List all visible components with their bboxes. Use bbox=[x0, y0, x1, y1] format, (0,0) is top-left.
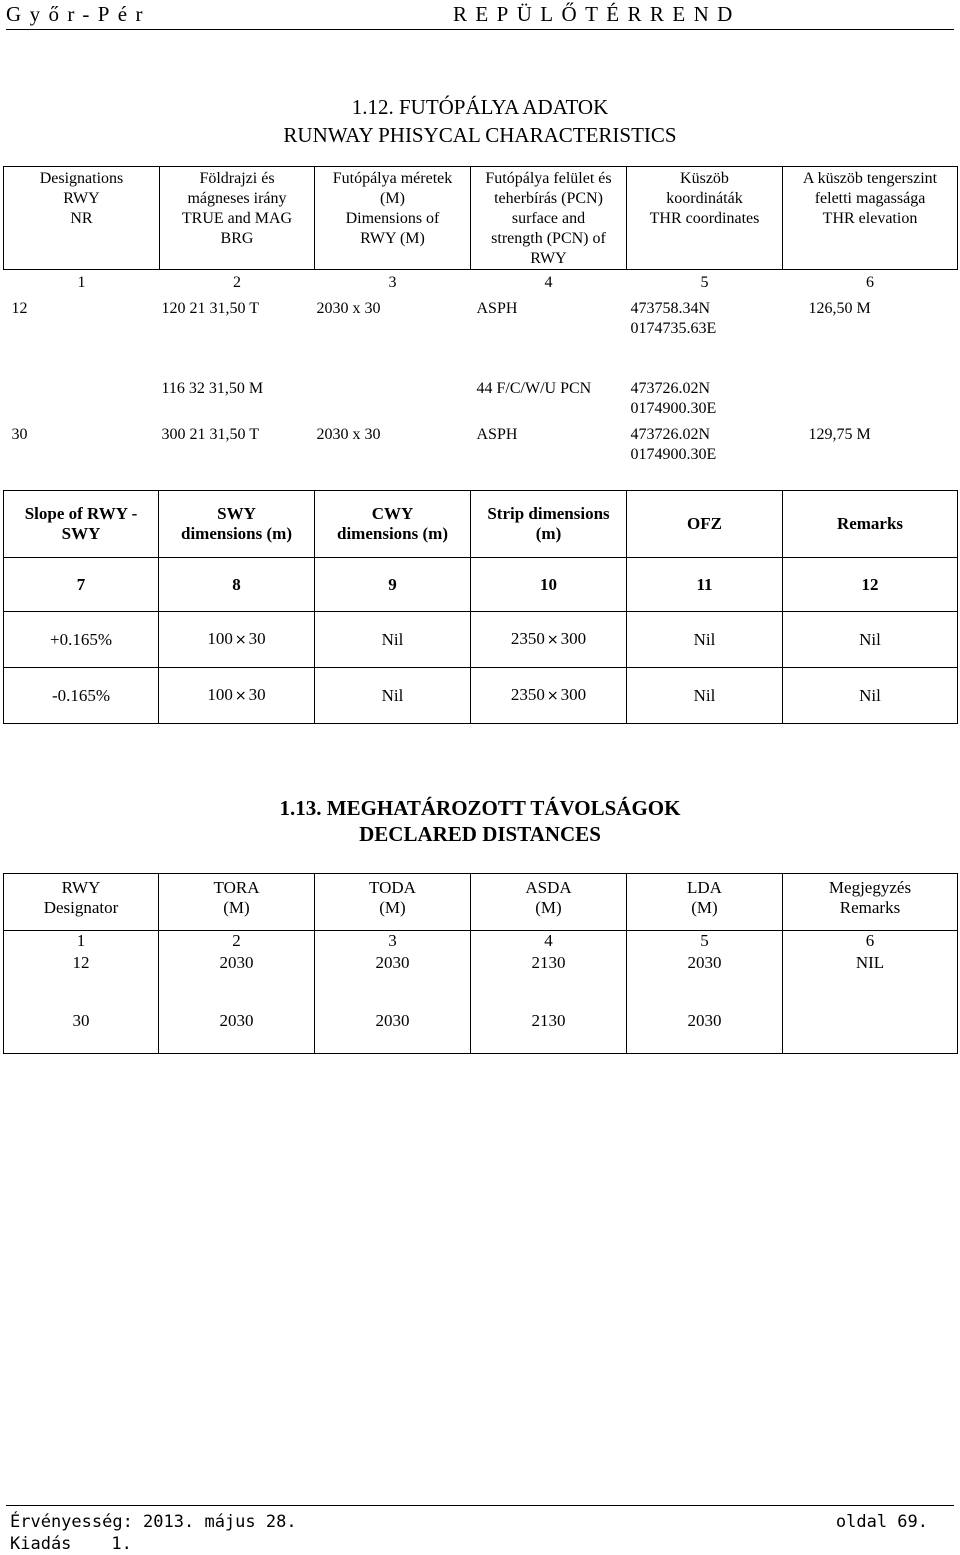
table2-header-cell: Remarks bbox=[783, 491, 958, 558]
table1-header-row bbox=[4, 167, 958, 270]
table1-number-row: 1 2 3 4 5 6 bbox=[77, 274, 874, 291]
table1-header-cell: Designations RWY NR bbox=[4, 167, 160, 270]
table-row: 12 120 21 31,50 T 2030 x 30 ASPH 473758.34N 0174735.63E 126,50 M bbox=[11, 300, 871, 337]
table3-header-cell: RWY Designator bbox=[4, 874, 159, 931]
table-row: +0.165% 100 × 30 Nil 2350 × 300 Nil Nil bbox=[4, 612, 958, 668]
table2-header-row bbox=[4, 491, 958, 558]
times-icon: × bbox=[546, 632, 559, 648]
table1-header-cell: Küszöb koordináták THR coordinates bbox=[627, 167, 783, 270]
runway-characteristics-table bbox=[3, 166, 958, 471]
table2-number-row: 7 8 9 10 11 12 bbox=[4, 558, 958, 612]
table2-header-cell: CWY dimensions (m) bbox=[315, 491, 471, 558]
table2-header-cell: OFZ bbox=[627, 491, 783, 558]
table-row: 30 2030 2030 2130 2030 bbox=[4, 1011, 958, 1054]
table3-header-cell: ASDA (M) bbox=[471, 874, 627, 931]
table2-header-cell: SWY dimensions (m) bbox=[159, 491, 315, 558]
table3-header-cell: TORA (M) bbox=[159, 874, 315, 931]
declared-distances-table bbox=[3, 873, 958, 1054]
page-header bbox=[6, 0, 954, 26]
table1-header-cell: Futópálya felület és teherbírás (PCN) surface and strength (PCN) of RWY bbox=[471, 167, 627, 270]
table3-header-cell: Megjegyzés Remarks bbox=[783, 874, 958, 931]
table1-header-cell: Földrajzi és mágneses irány TRUE and MAG BRG bbox=[160, 167, 315, 270]
table-row: 116 32 31,50 M 44 F/C/W/U PCN 473726.02N 0174900.30E bbox=[161, 380, 717, 417]
times-icon: × bbox=[546, 688, 559, 704]
table3-header-row bbox=[4, 874, 958, 931]
footer-edition: Kiadás 1. bbox=[10, 1534, 132, 1554]
table2-header-cell: Strip dimensions (m) bbox=[471, 491, 627, 558]
table3-header-cell: LDA (M) bbox=[627, 874, 783, 931]
section2-title: 1.13. MEGHATÁROZOTT TÁVOLSÁGOK bbox=[279, 796, 681, 820]
section1-subtitle: RUNWAY PHISYCAL CHARACTERISTICS bbox=[283, 123, 677, 147]
footer-divider bbox=[6, 1505, 954, 1506]
table-row: -0.165% 100 × 30 Nil 2350 × 300 Nil Nil bbox=[4, 668, 958, 724]
footer-validity: Érvényesség: 2013. május 28. bbox=[10, 1512, 297, 1532]
table-row: 12 2030 2030 2130 2030 NIL bbox=[4, 953, 958, 1011]
table-row: 30 300 21 31,50 T 2030 x 30 ASPH 473726.02N 0174900.30E 129,75 M bbox=[11, 426, 871, 463]
section2-subtitle: DECLARED DISTANCES bbox=[359, 822, 601, 846]
section1-title: 1.12. FUTÓPÁLYA ADATOK bbox=[351, 95, 609, 119]
times-icon: × bbox=[234, 632, 247, 648]
table3-number-row: 1 2 3 4 5 6 bbox=[4, 931, 958, 954]
header-left: Győr-Pér bbox=[6, 2, 151, 26]
header-right: REPÜLŐTÉRREND bbox=[453, 2, 741, 26]
table1-header-cell: A küszöb tengerszint feletti magassága THR elevation bbox=[783, 167, 958, 270]
header-divider bbox=[6, 29, 954, 30]
slope-dimensions-table bbox=[3, 490, 958, 724]
footer-page-number: oldal 69. bbox=[835, 1512, 928, 1532]
table2-header-cell: Slope of RWY - SWY bbox=[4, 491, 159, 558]
table3-header-cell: TODA (M) bbox=[315, 874, 471, 931]
times-icon: × bbox=[234, 688, 247, 704]
table1-header-cell: Futópálya méretek (M) Dimensions of RWY (M) bbox=[315, 167, 471, 270]
